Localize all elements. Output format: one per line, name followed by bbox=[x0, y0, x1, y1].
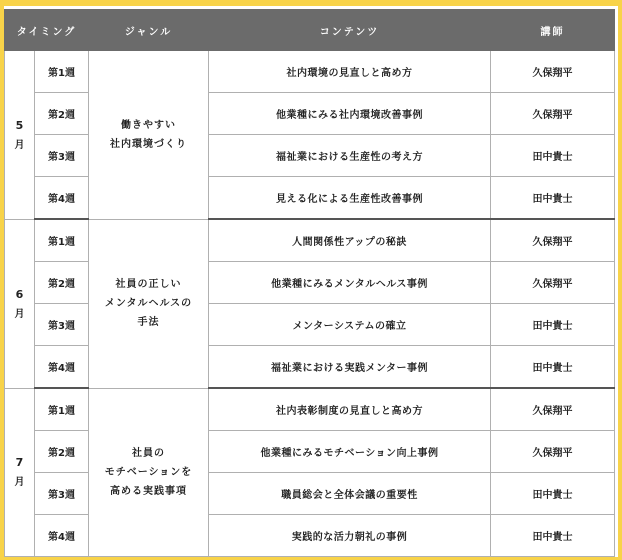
month-cell bbox=[5, 388, 35, 557]
lecturer-cell: 田中貴士 bbox=[491, 346, 615, 389]
content-cell: 人間関係性アップの秘訣 bbox=[209, 219, 491, 262]
month-number: 6 bbox=[15, 287, 24, 301]
week-cell: 第1週 bbox=[35, 388, 89, 431]
lecturer-cell: 田中貴士 bbox=[491, 135, 615, 177]
header-lecturer: 講師 bbox=[491, 10, 615, 51]
lecturer-cell: 田中貴士 bbox=[491, 304, 615, 346]
week-cell: 第4週 bbox=[35, 177, 89, 220]
lecturer-cell: 久保翔平 bbox=[491, 388, 615, 431]
genre-line: モチベーションを bbox=[104, 466, 193, 478]
genre-line: メンタルヘルスの bbox=[104, 298, 193, 309]
week-cell: 第4週 bbox=[35, 346, 89, 389]
genre-line: 働きやすい bbox=[121, 119, 177, 131]
genre-line: 社内環境づくり bbox=[110, 138, 188, 150]
week-cell: 第2週 bbox=[35, 93, 89, 135]
content-cell: 他業種にみるメンタルヘルス事例 bbox=[209, 262, 491, 304]
content-cell: 見える化による生産性改善事例 bbox=[209, 177, 491, 220]
month-number: 5 bbox=[15, 118, 24, 132]
header-timing: タイミング bbox=[5, 10, 89, 51]
table-row bbox=[5, 51, 615, 93]
week-cell: 第2週 bbox=[35, 262, 89, 304]
week-cell: 第1週 bbox=[35, 51, 89, 93]
content-cell: 実践的な活力朝礼の事例 bbox=[209, 515, 491, 557]
lecturer-cell: 久保翔平 bbox=[491, 93, 615, 135]
week-cell: 第2週 bbox=[35, 431, 89, 473]
content-cell: 他業種にみる社内環境改善事例 bbox=[209, 93, 491, 135]
table-row bbox=[5, 219, 615, 262]
header-genre: ジャンル bbox=[89, 10, 209, 51]
month-cell bbox=[5, 51, 35, 220]
content-cell: 社内環境の見直しと高め方 bbox=[209, 51, 491, 93]
month-unit: 月 bbox=[14, 477, 25, 489]
header-row bbox=[5, 10, 615, 51]
genre-line: 社員の bbox=[132, 447, 166, 459]
schedule-table bbox=[4, 9, 615, 557]
content-cell: 福祉業における生産性の考え方 bbox=[209, 135, 491, 177]
genre-line: 高める実践事項 bbox=[110, 485, 188, 497]
week-cell: 第4週 bbox=[35, 515, 89, 557]
content-cell: 職員総会と全体会議の重要性 bbox=[209, 473, 491, 515]
genre-cell bbox=[89, 388, 209, 557]
month-unit: 月 bbox=[14, 308, 25, 320]
lecturer-cell: 久保翔平 bbox=[491, 431, 615, 473]
week-cell: 第1週 bbox=[35, 219, 89, 262]
table-row bbox=[5, 388, 615, 431]
genre-cell bbox=[89, 219, 209, 388]
content-cell: 社内表彰制度の見直しと高め方 bbox=[209, 388, 491, 431]
content-cell: 福祉業における実践メンター事例 bbox=[209, 346, 491, 389]
month-number: 7 bbox=[15, 456, 24, 470]
genre-line: 手法 bbox=[137, 317, 160, 328]
lecturer-cell: 田中貴士 bbox=[491, 473, 615, 515]
genre-line: 社員の正しい bbox=[115, 279, 182, 290]
lecturer-cell: 田中貴士 bbox=[491, 177, 615, 220]
lecturer-cell: 久保翔平 bbox=[491, 51, 615, 93]
content-cell: 他業種にみるモチベーション向上事例 bbox=[209, 431, 491, 473]
genre-cell bbox=[89, 51, 209, 220]
lecturer-cell: 久保翔平 bbox=[491, 262, 615, 304]
month-unit: 月 bbox=[14, 139, 25, 151]
month-cell bbox=[5, 219, 35, 388]
lecturer-cell: 田中貴士 bbox=[491, 515, 615, 557]
content-cell: メンターシステムの確立 bbox=[209, 304, 491, 346]
week-cell: 第3週 bbox=[35, 135, 89, 177]
lecturer-cell: 久保翔平 bbox=[491, 219, 615, 262]
week-cell: 第3週 bbox=[35, 473, 89, 515]
header-contents: コンテンツ bbox=[209, 10, 491, 51]
week-cell: 第3週 bbox=[35, 304, 89, 346]
